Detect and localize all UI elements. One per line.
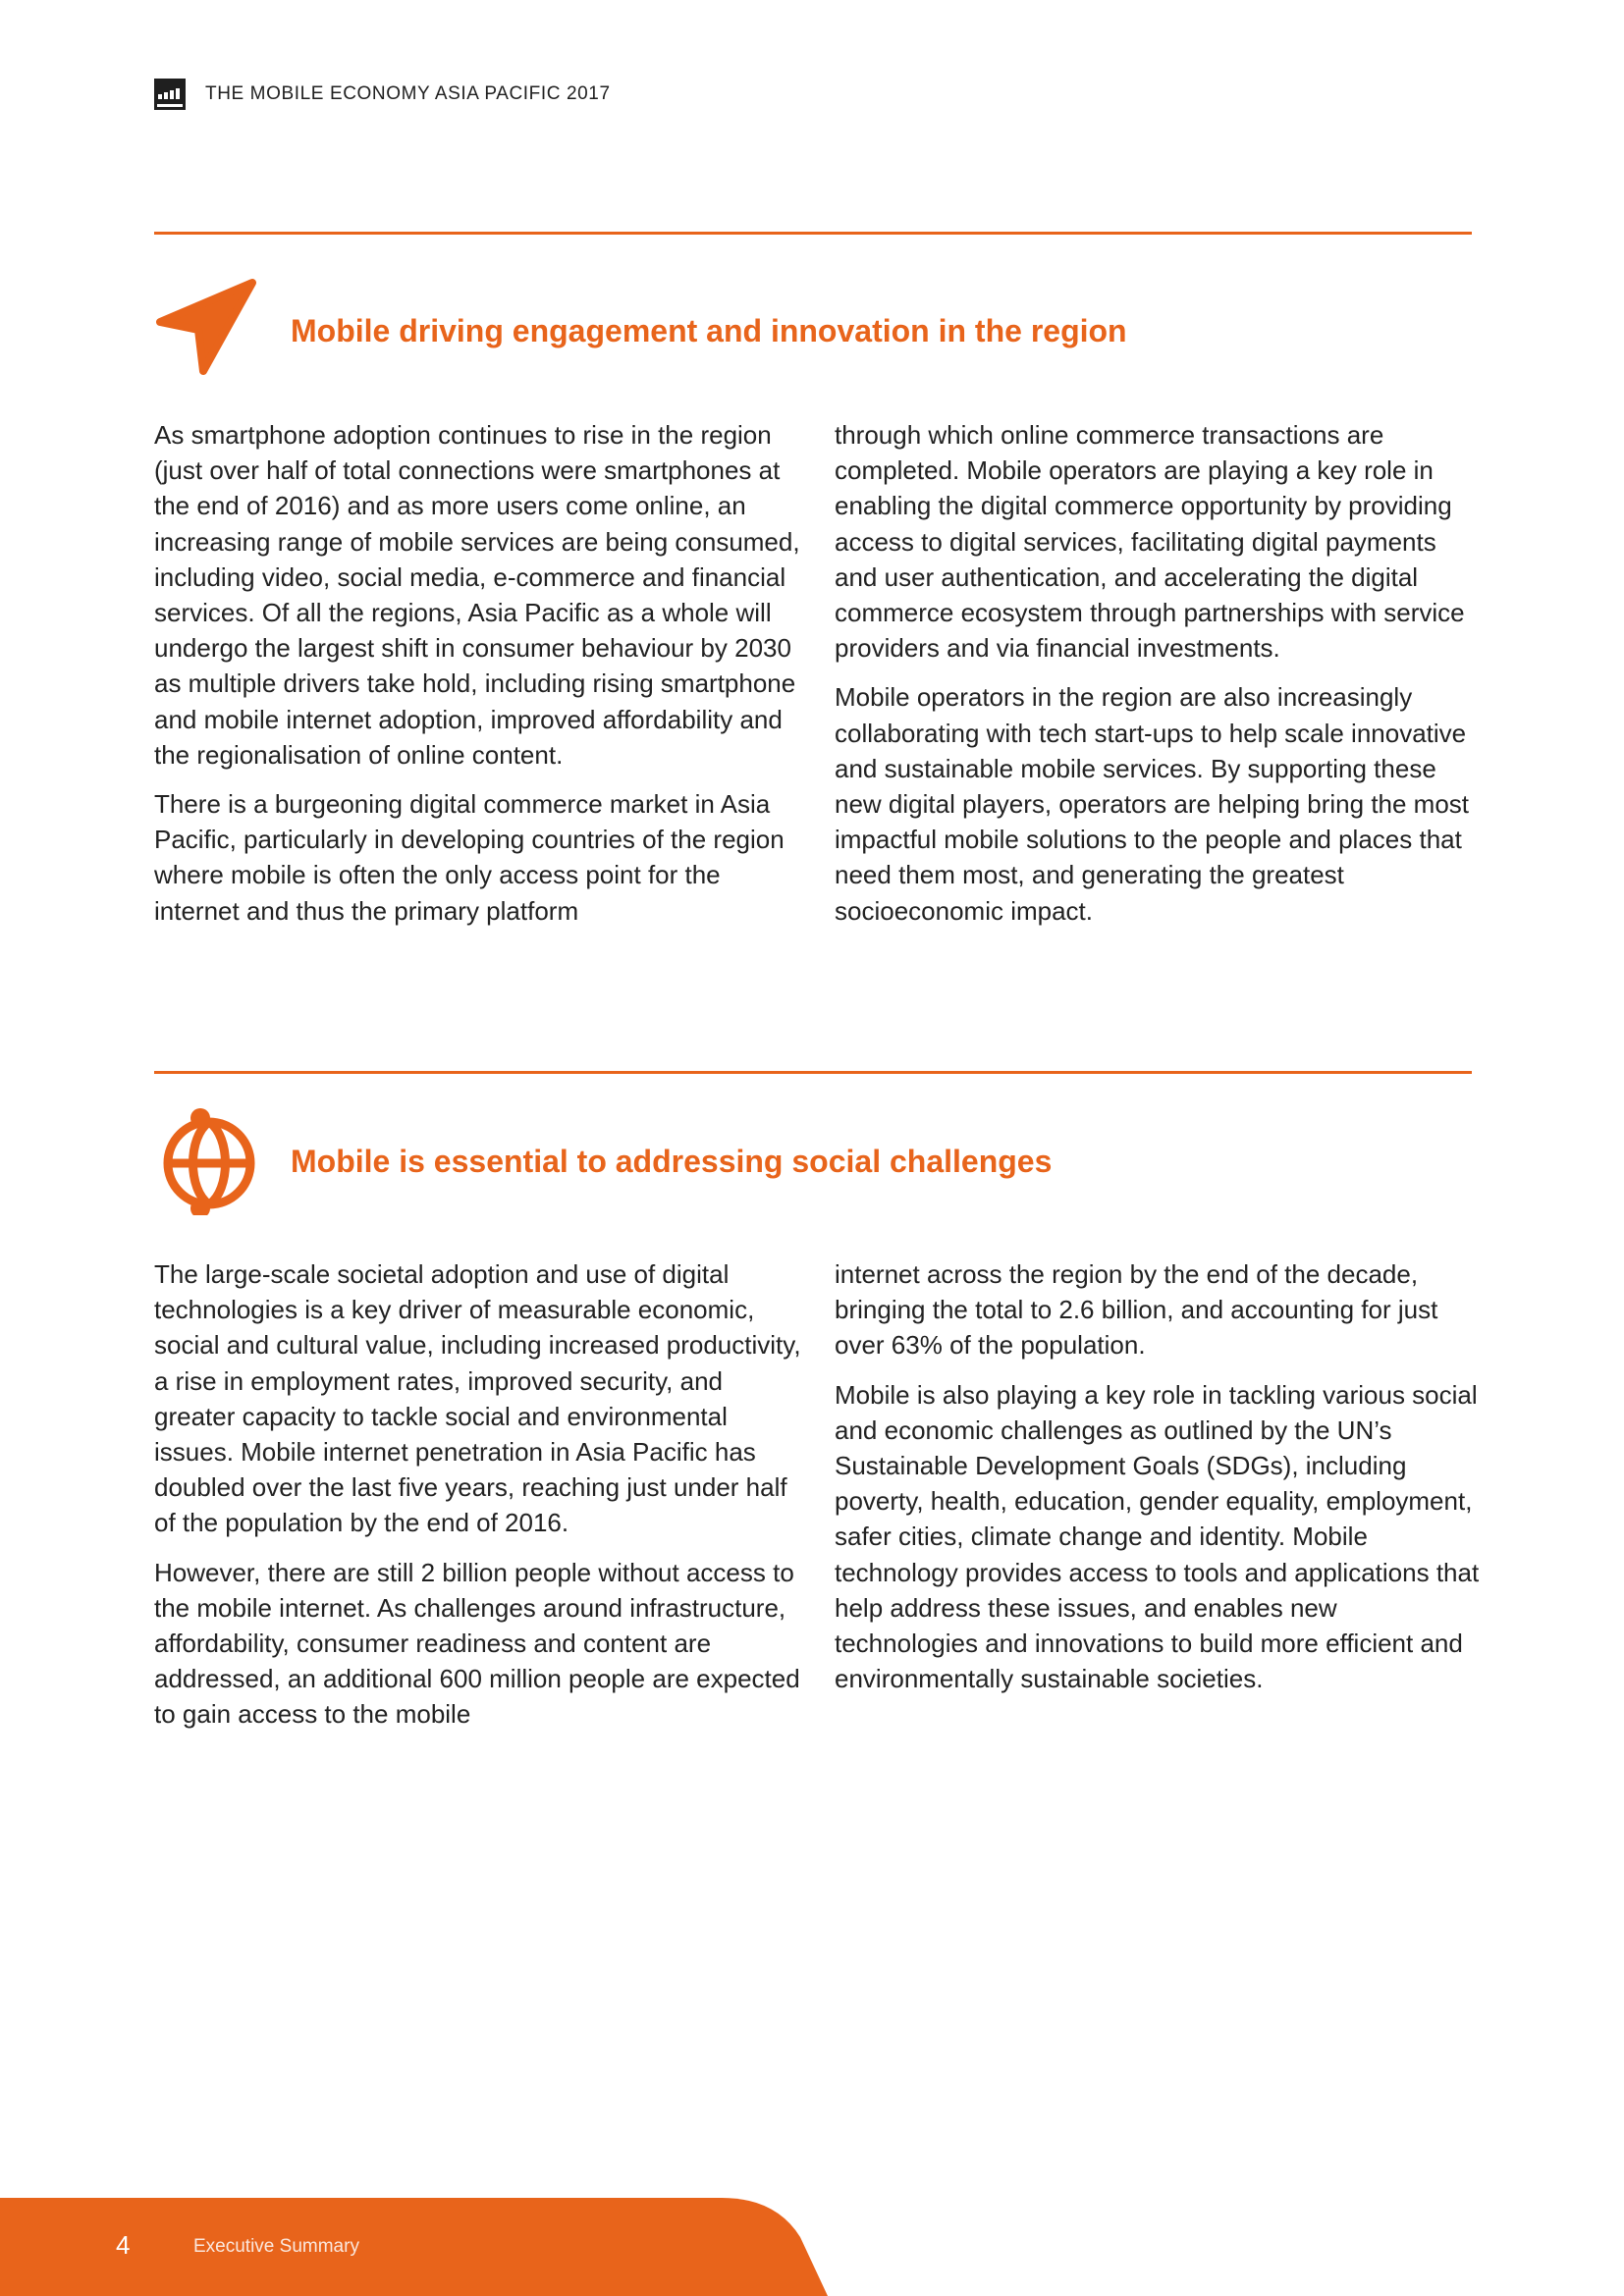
section-divider [154, 1071, 1472, 1074]
section-heading [154, 1107, 1052, 1215]
globe-network-icon [154, 1107, 262, 1215]
section-title: Mobile is essential to addressing social challenges [291, 1143, 1053, 1179]
paragraph: through which online commerce transactions are completed. Mobile operators are playing a key role in enabling the digital commerce opportunity by providing access to digital services, facilitating digital payments and user authentication, and accelerating the digital commerce ecosystem through partnerships with service providers and via financial investments. [835, 420, 1465, 664]
section-left-column [154, 1256, 802, 1746]
page-number: 4 [116, 2230, 131, 2260]
paragraph: Mobile operators in the region are also increasingly collaborating with tech start-ups to help scale innovative and sustainable mobile services. By supporting these new digital players, operators are helping bring the most impactful mobile solutions to the people and places that need them most, and generating the greatest socioeconomic impact. [835, 682, 1470, 926]
gsma-logo-icon [154, 79, 186, 110]
paragraph: There is a burgeoning digital commerce market in Asia Pacific, particularly in developing countries of the region where mobile is often the only access point for the internet and thus the primary platform [154, 789, 785, 926]
paragraph: Mobile is also playing a key role in tackling various social and economic challenges as outlined by the UN’s Sustainable Development Goals (SDGs), including poverty, health, education, gender equality, employment, safer cities, climate change and identity. Mobile technology provides access to tools and applications that help address these issues, and enables new technologies and innovations to build more efficient and environmentally sustainable societies. [835, 1379, 1480, 1694]
paragraph: The large-scale societal adoption and use of digital technologies is a key driver of measurable economic, social and cultural value, including increased productivity, a rise in employment rates, improved security, and greater capacity to tackle social and environmental issues. Mobile internet penetration in Asia Pacific has doubled over the last five years, reaching just under half of the population by the end of 2016. [154, 1259, 801, 1538]
section-divider [154, 232, 1472, 235]
paragraph: However, there are still 2 billion people without access to the mobile internet. As challenges around infrastructure, affordability, consumer readiness and content are addressed, an additional 600 million people are expected to gain access to the mobile [154, 1557, 800, 1730]
section-heading [154, 277, 1127, 385]
footer-section-label: Executive Summary [193, 2236, 359, 2257]
paragraph: internet across the region by the end of the decade, bringing the total to 2.6 billion, and accounting for just over 63% of the population. [835, 1259, 1438, 1361]
section-right-column [835, 1256, 1483, 1710]
section-left-column [154, 417, 802, 942]
section-title: Mobile driving engagement and innovation in the region [291, 312, 1127, 348]
paragraph: As smartphone adoption continues to rise in the region (just over half of total connections were smartphones at the end of 2016) and as more users come online, an increasing range of mobile services are being consumed, including video, social media, e-commerce and financial services. Of all the regions, Asia Pacific as a whole will undergo the largest shift in consumer behaviour by 2030 as multiple drivers take hold, including rising smartphone and mobile internet adoption, improved affordability and the regionalisation of online content. [154, 420, 800, 770]
section-right-column [835, 417, 1483, 942]
navigation-arrow-icon [154, 277, 262, 385]
document-title: THE MOBILE ECONOMY ASIA PACIFIC 2017 [205, 83, 611, 104]
running-header [154, 79, 611, 110]
